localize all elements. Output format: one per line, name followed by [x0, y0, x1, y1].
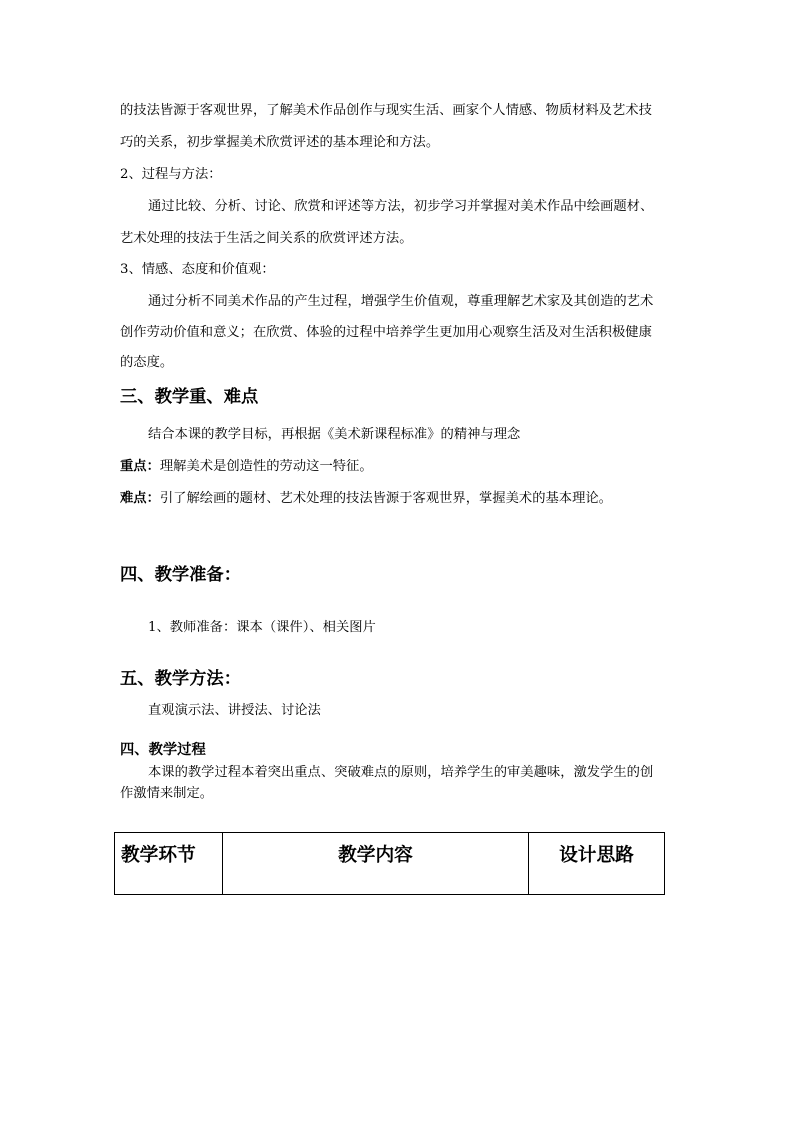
key-points-intro: 结合本课的教学目标，再根据《美术新课程标准》的精神与理念 — [148, 427, 521, 442]
key-points-heading: 三、教学重、难点 — [120, 387, 259, 407]
table-header-row — [115, 833, 665, 895]
preparation-item: 1、教师准备：课本（课件）、相关图片 — [148, 620, 376, 635]
goal-line-1: 的技法皆源于客观世界，了解美术作品创作与现实生活、画家个人情感、物质材料及艺术技 — [120, 103, 652, 118]
procedure-heading: 四、教学过程 — [120, 742, 206, 758]
process-method-line-2: 艺术处理的技法于生活之间关系的欣赏评述方法。 — [120, 231, 413, 246]
procedure-line-2: 作激情来制定。 — [120, 786, 214, 801]
focus-line — [120, 458, 680, 476]
goal-line-2: 巧的关系，初步掌握美术欣赏评述的基本理论和方法。 — [120, 135, 440, 150]
header-teaching-content: 教学内容 — [223, 833, 529, 895]
focus-label: 重点： — [120, 459, 160, 474]
difficulty-text: 引了解绘画的题材、艺术处理的技法皆源于客观世界，掌握美术的基本理论。 — [159, 491, 612, 506]
difficulty-label: 难点： — [120, 491, 160, 506]
header-teaching-stage: 教学环节 — [115, 833, 223, 895]
methods-heading: 五、教学方法： — [120, 669, 241, 689]
methods-text: 直观演示法、讲授法、讨论法 — [148, 703, 321, 718]
emotion-line-1: 通过分析不同美术作品的产生过程，增强学生价值观，尊重理解艺术家及其创造的艺术 — [148, 294, 654, 309]
process-method-line-1: 通过比较、分析、讨论、欣赏和评述等方法，初步学习并掌握对美术作品中绘画题材、 — [148, 199, 654, 214]
header-design-idea: 设计思路 — [529, 833, 665, 895]
emotion-line-2: 创作劳动价值和意义；在欣赏、体验的过程中培养学生更加用心观察生活及对生活积极健康 — [120, 325, 652, 340]
process-method-title: 2、过程与方法： — [120, 167, 222, 182]
preparation-heading: 四、教学准备： — [120, 565, 241, 585]
difficulty-line — [120, 490, 680, 508]
procedure-line-1: 本课的教学过程本着突出重点、突破难点的原则，培养学生的审美趣味，激发学生的创 — [148, 765, 654, 780]
emotion-title: 3、情感、态度和价值观： — [120, 262, 275, 277]
focus-text: 理解美术是创造性的劳动这一特征。 — [159, 459, 373, 474]
emotion-line-3: 的态度。 — [120, 355, 174, 370]
lesson-process-table — [114, 832, 665, 895]
